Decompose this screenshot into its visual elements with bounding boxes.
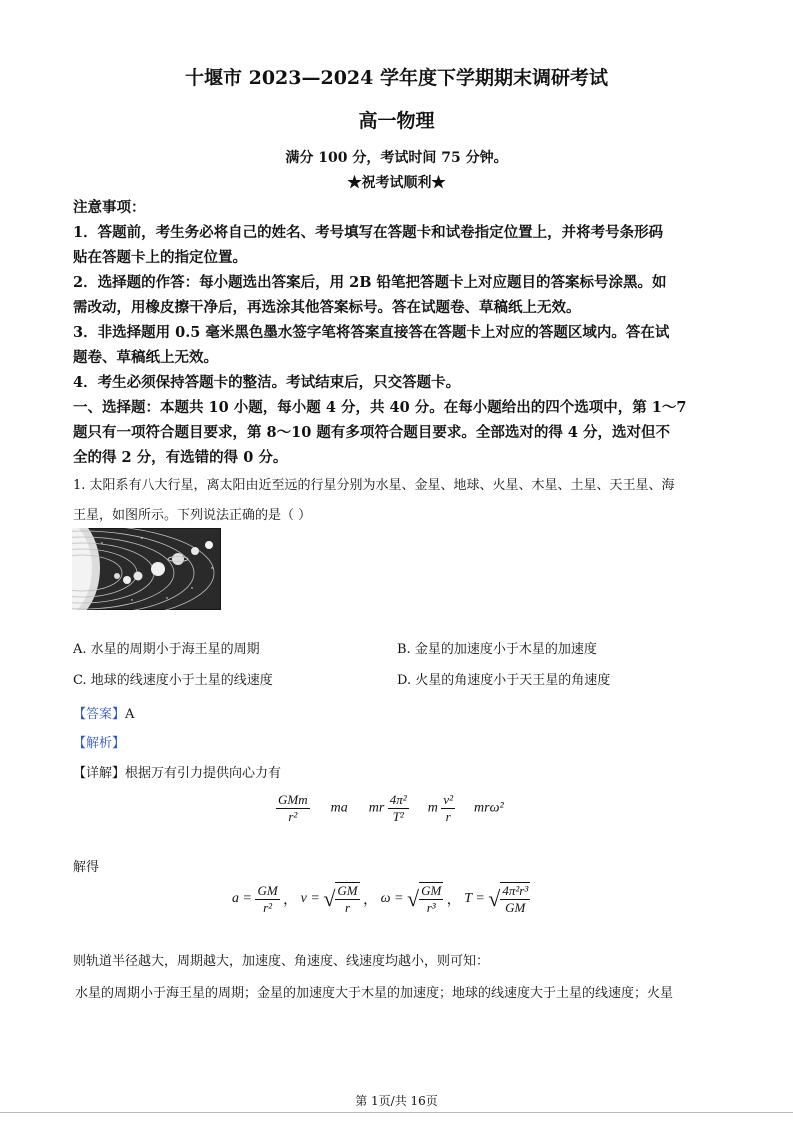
lhs-a: a =: [232, 891, 252, 906]
frac-gmm-r2: [276, 792, 310, 825]
frac-num: GM: [421, 883, 442, 898]
frac-den: r²: [255, 899, 279, 916]
q1-stem-line-1: 1. 太阳系有八大行星，离太阳由近至远的行星分别为水星、金星、地球、火星、木星、土星、天王星、海: [73, 478, 675, 493]
sqrt-v: √ $\frac{GM}{r}$: [323, 883, 358, 915]
frac-num: GM: [337, 883, 358, 898]
sqrt-t: √ $\frac{\text{4π²r³}}{GM}$: [488, 883, 529, 915]
q1-answer-line: [73, 703, 134, 722]
sqrt-omega: √ $\frac{GM}{\text{r³}}$: [406, 883, 442, 915]
q1-option-b: B. 金星的加速度小于木星的加速度: [397, 642, 597, 657]
notice-item-4: 4．考生必须保持答题卡的整洁。考试结束后，只交答题卡。: [73, 374, 461, 391]
q1-option-c: C. 地球的线速度小于土星的线速度: [73, 673, 273, 688]
frac-den: r²: [276, 808, 310, 825]
term-mr-omega2: mrω²: [474, 800, 504, 816]
section1-line-2: 题只有一项符合题目要求，第 8～10 题有多项符合题目要求。全部选对的得 4 分，选对但不: [73, 424, 671, 441]
notice-item-3-line-1: 3．非选择题用 0.5 毫米黑色墨水签字笔将答案直接答在答题卡上对应的答题区域内。答在试: [73, 324, 670, 341]
frac-num: 4π²r³: [502, 883, 529, 898]
analysis-tag: 【解析】: [73, 736, 126, 751]
notice-heading: 注意事项：: [73, 199, 146, 216]
answer-tag: 【答案】: [73, 707, 126, 722]
lhs-v: v =: [300, 891, 320, 906]
section1-line-1: 一、选择题：本题共 10 小题，每小题 4 分，共 40 分。在每小题给出的四个选项中，第 1～7: [73, 399, 687, 416]
solar-system-figure: [72, 528, 221, 610]
notice-item-3-line-2: 题卷、草稿纸上无效。: [73, 349, 218, 366]
section1-line-3: 全的得 2 分，有选错的得 0 分。: [73, 449, 288, 466]
exam-title: 十堰市 2023—2024 学年度下学期期末调研考试: [185, 67, 608, 89]
formula-gravity: [276, 792, 504, 825]
page-number: 第 1页/共 16页: [355, 1094, 438, 1108]
lhs-omega: ω =: [380, 891, 404, 906]
bottom-rule: [0, 1112, 793, 1113]
conclusion-line-2: 水星的周期小于海王星的周期；金星的加速度大于木星的加速度；地球的线速度大于土星的线速度；火星: [75, 986, 674, 1001]
separator: ，: [363, 893, 378, 908]
solar-system-image: [72, 528, 221, 610]
q1-option-d: D. 火星的角速度小于天王星的角速度: [397, 673, 611, 688]
separator: ，: [283, 893, 298, 908]
lhs-t: T =: [464, 891, 485, 906]
formula-results: [232, 882, 530, 916]
frac-a: [255, 883, 279, 916]
notice-item-2-line-2: 需改动，用橡皮擦干净后，再选涂其他答案标号。答在试题卷、草稿纸上无效。: [73, 299, 581, 316]
frac-den: GM: [500, 899, 530, 916]
detail-tag: 【详解】: [73, 766, 126, 781]
term-mr: mr: [368, 800, 385, 816]
notice-item-1-line-1: 1．答题前，考生务必将自己的姓名、考号填写在答题卡和试卷指定位置上，并将考号条形码: [73, 224, 664, 241]
score-info: 满分 100 分，考试时间 75 分钟。: [285, 150, 508, 166]
wish-line: ★祝考试顺利★: [347, 175, 446, 191]
separator: ，: [446, 893, 461, 908]
frac-4pi2-t2: [388, 792, 409, 825]
notice-item-1-line-2: 贴在答题卡上的指定位置。: [73, 249, 247, 266]
frac-den: r: [441, 808, 455, 825]
frac-num: v²: [443, 792, 454, 807]
conclusion-line-1: 则轨道半径越大，周期越大，加速度、角速度、线速度均越小，则可知：: [73, 954, 490, 969]
frac-den: r: [335, 899, 359, 916]
detail-line: [73, 762, 281, 781]
answer-value: A: [125, 707, 135, 722]
frac-v2-r: [441, 792, 455, 825]
detail-text: 根据万有引力提供向心力有: [125, 766, 282, 781]
q1-stem-line-2: 王星，如图所示。下列说法正确的是（ ）: [73, 508, 312, 523]
exam-subject: 高一物理: [358, 110, 435, 132]
solve-label: 解得: [73, 860, 100, 875]
notice-item-2-line-1: 2．选择题的作答：每小题选出答案后，用 2B 铅笔把答题卡上对应题目的答案标号涂黑。如: [73, 274, 667, 291]
term-ma: ma: [330, 800, 348, 816]
frac-num: GM: [257, 882, 278, 898]
frac-den: r³: [419, 899, 443, 916]
frac-num: GMm: [278, 792, 308, 807]
frac-den: T²: [388, 808, 409, 825]
term-m: m: [427, 800, 438, 816]
frac-num: 4π²: [389, 792, 407, 807]
q1-option-a: A. 水星的周期小于海王星的周期: [73, 642, 260, 657]
